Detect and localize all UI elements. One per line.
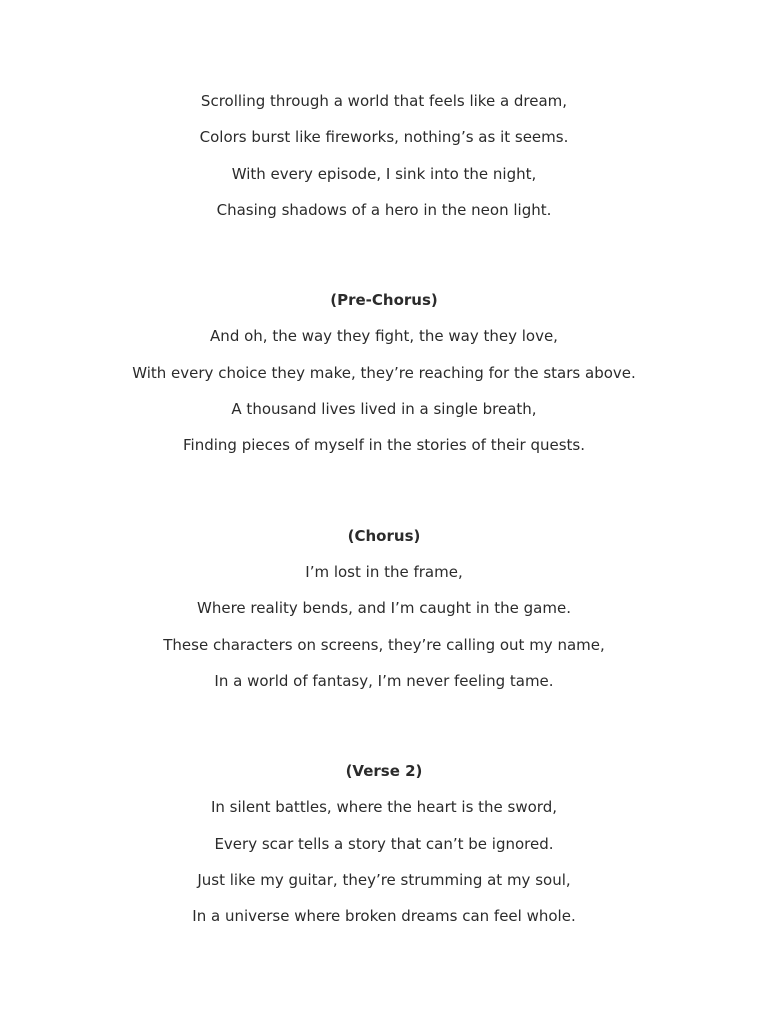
lyric-line: Scrolling through a world that feels like a dream, [200,92,568,110]
lyric-line: And oh, the way they fight, the way they love, [210,327,558,346]
verse-2-stanza [0,761,768,942]
lyric-line: In a world of fantasy, I’m never feeling tame. [214,671,554,690]
lyric-line: With every episode, I sink into the night, [231,164,537,183]
lyric-line: Chasing shadows of a hero in the neon light. [216,200,552,219]
lyric-line: In a universe where broken dreams can feel whole. [192,907,576,926]
section-heading: (Chorus) [347,526,421,545]
section-heading: (Pre-Chorus) [330,291,438,310]
lyric-line: These characters on screens, they’re calling out my name, [163,635,605,654]
lyric-line: Colors burst like fireworks, nothing’s as it seems. [199,128,569,147]
verse-1-stanza [0,91,768,236]
lyric-line: Where reality bends, and I’m caught in the game. [197,599,571,618]
lyric-line: With every choice they make, they’re reaching for the stars above. [132,363,636,382]
lyric-line: Every scar tells a story that can’t be ignored. [214,834,554,853]
chorus-stanza [0,526,768,707]
lyric-line: In silent battles, where the heart is the sword, [210,798,557,817]
lyric-line: A thousand lives lived in a single breath, [231,400,537,419]
section-heading: (Verse 2) [345,762,423,781]
lyric-line: I’m lost in the frame, [305,562,463,581]
lyric-line: Finding pieces of myself in the stories of their quests. [183,436,585,455]
pre-chorus-stanza [0,290,768,471]
lyric-line: Just like my guitar, they’re strumming at my soul, [197,871,571,890]
